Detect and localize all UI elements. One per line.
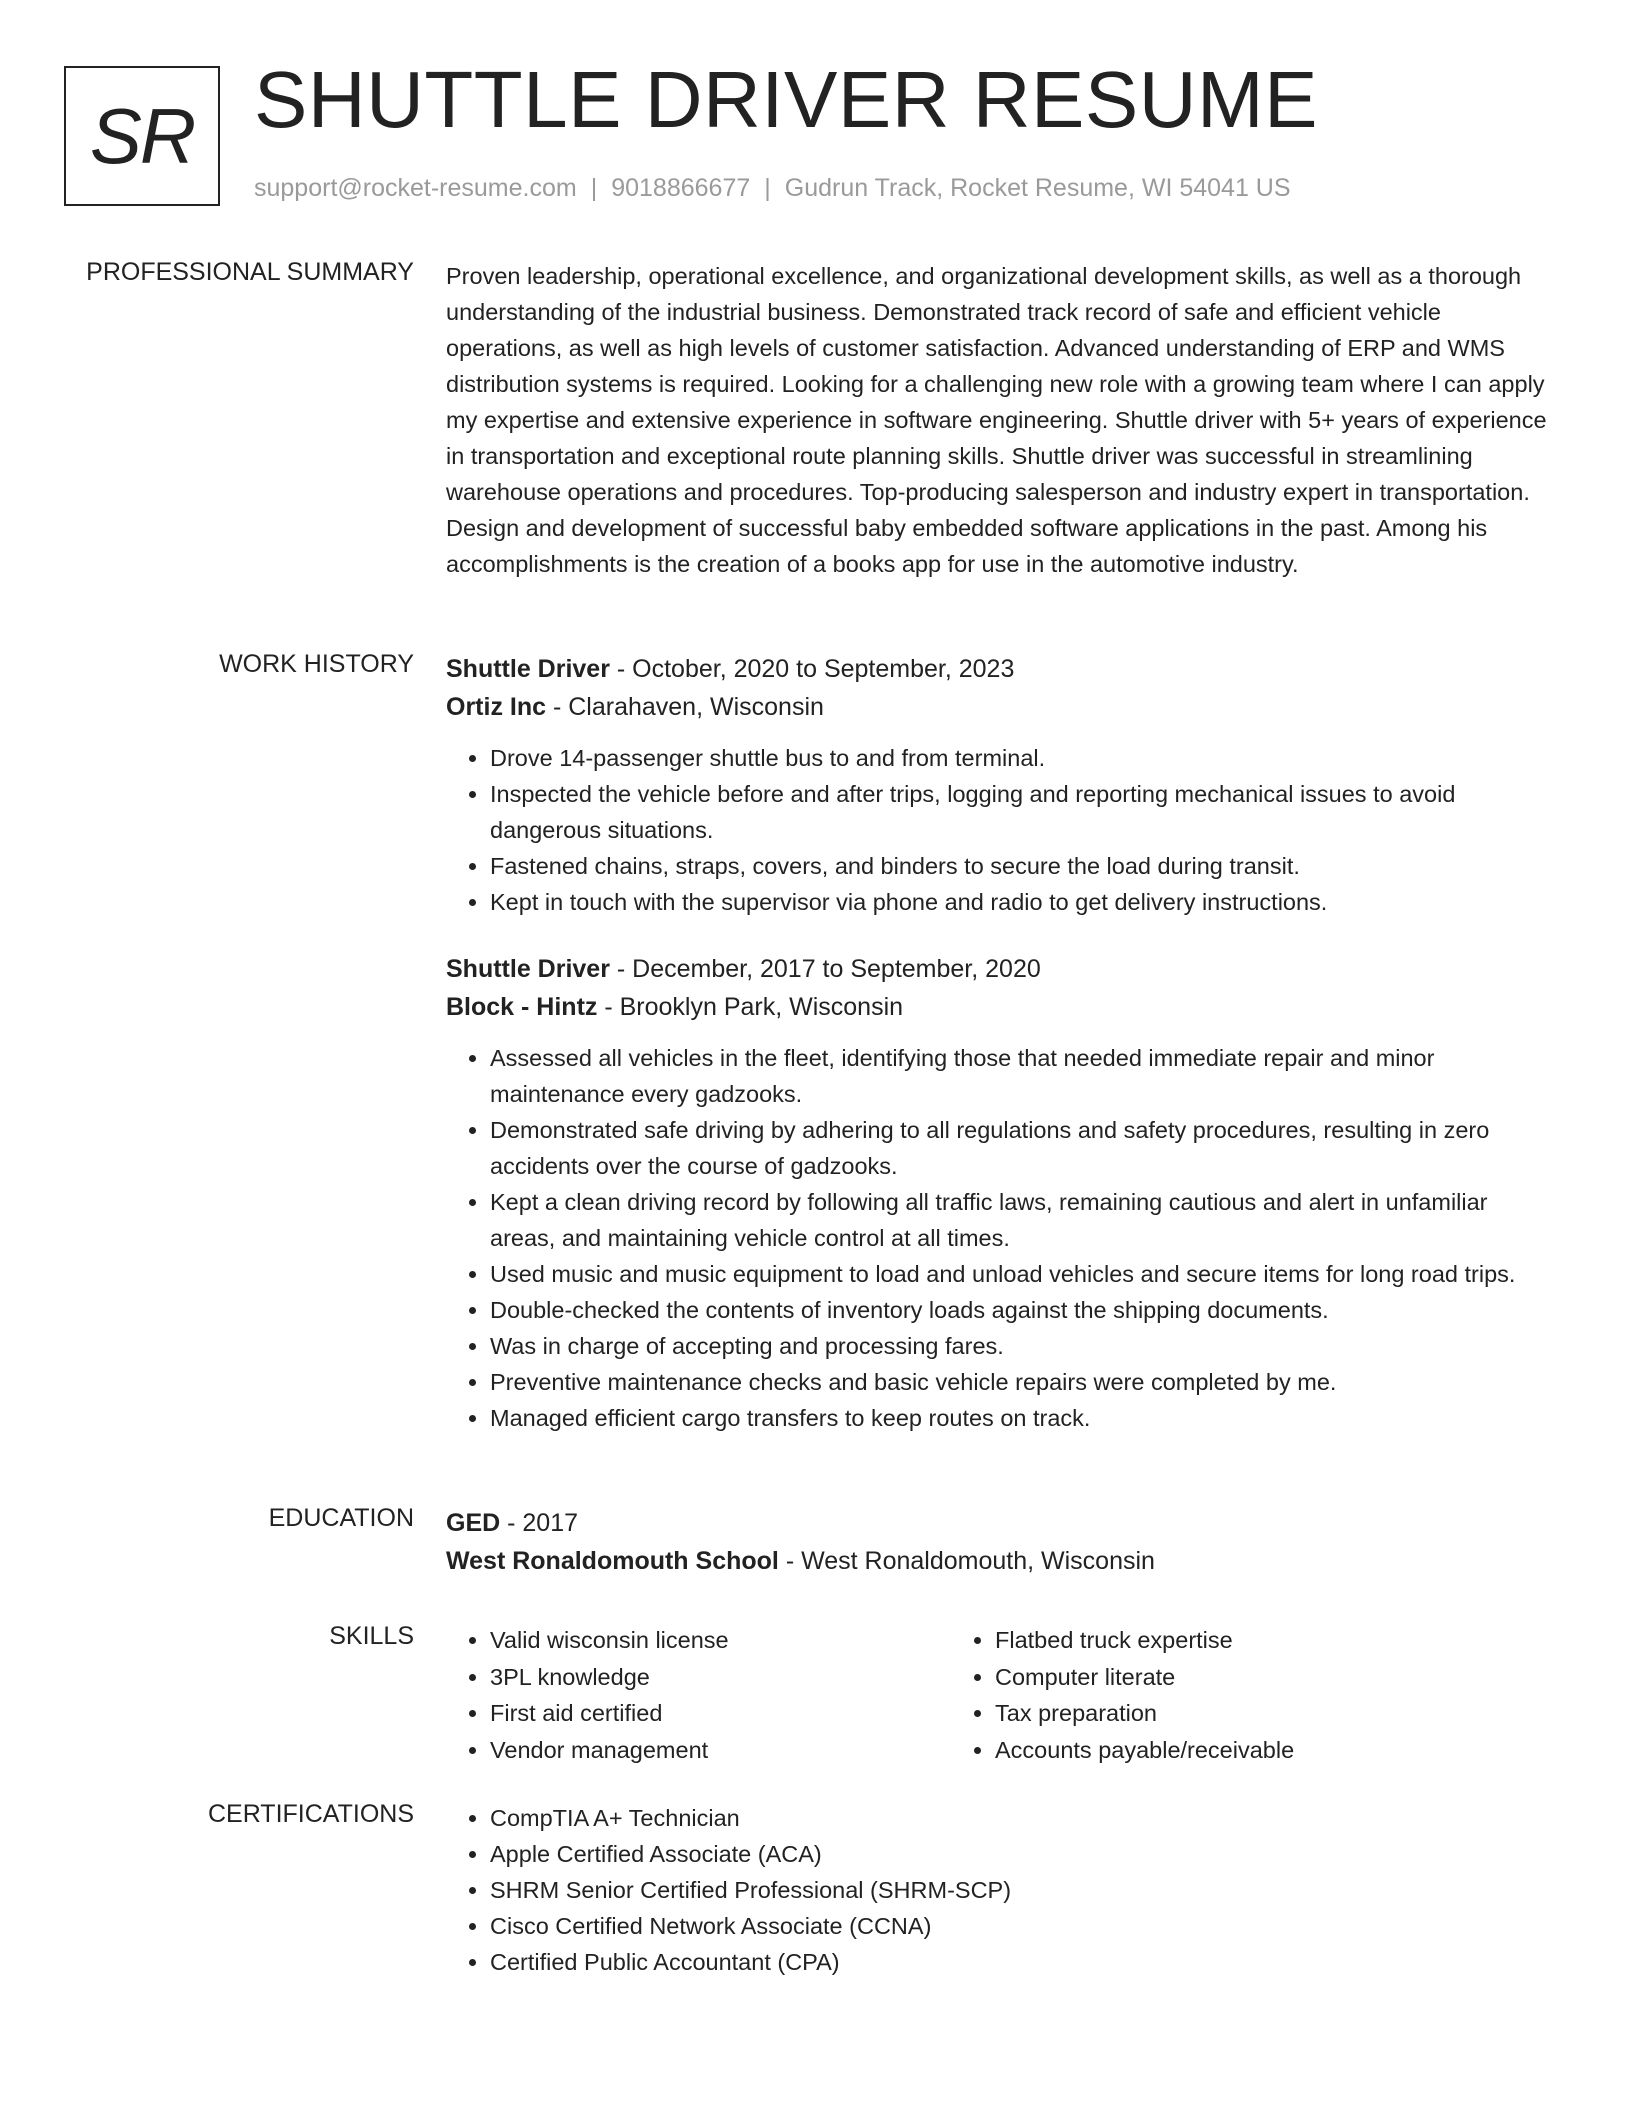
contact-separator: |: [590, 174, 598, 202]
job-title: Shuttle Driver: [446, 655, 610, 683]
job-company-line: [446, 688, 1556, 726]
list-item: • Valid wisconsin license: [490, 1622, 951, 1659]
section-body-education: [446, 1504, 1556, 1580]
list-item: • Preventive maintenance checks and basic vehicle repairs were completed by me.: [490, 1364, 1556, 1400]
list-item: • Double-checked the contents of inventory loads against the shipping documents.: [490, 1292, 1556, 1328]
resume-title: SHUTTLE DRIVER RESUME: [254, 55, 1318, 144]
job-entry: [446, 650, 1556, 920]
education-degree: GED: [446, 1509, 501, 1537]
contact-phone: 9018866677: [611, 174, 751, 202]
job-location: - Brooklyn Park, Wisconsin: [597, 993, 904, 1021]
section-label-skills: SKILLS: [329, 1622, 414, 1650]
contact-email: support@rocket-resume.com: [254, 174, 577, 202]
list-item: • Kept a clean driving record by following all traffic laws, remaining cautious and alert in unfamiliar areas, and maintaining vehicle control at all times.: [490, 1184, 1556, 1256]
education-location: - West Ronaldomouth, Wisconsin: [778, 1547, 1155, 1575]
contact-line: [254, 174, 1291, 203]
education-degree-line: [446, 1504, 1556, 1542]
list-item: • CompTIA A+ Technician: [490, 1800, 1556, 1836]
education-school: West Ronaldomouth School: [446, 1547, 779, 1575]
job-company-line: [446, 988, 1556, 1026]
list-item: • Used music and music equipment to load and unload vehicles and secure items for long road trips.: [490, 1256, 1556, 1292]
list-item: • Demonstrated safe driving by adhering to all regulations and safety procedures, resulting in zero accidents over the course of gadzooks.: [490, 1112, 1556, 1184]
list-item: • Fastened chains, straps, covers, and binders to secure the load during transit.: [490, 848, 1556, 884]
summary-text: Proven leadership, operational excellence, and organizational development skills, as well as a thorough understanding of the industrial business. Demonstrated track record of safe and efficient vehicle operations, as well as high levels of customer satisfaction. Advanced understanding of ERP and WMS distribution systems is required. Looking for a challenging new role with a growing team where I can apply my expertise and extensive experience in software engineering. Shuttle driver with 5+ years of experience in transportation and exceptional route planning skills. Shuttle driver was successful in streamlining warehouse operations and procedures. Top-producing salesperson and industry expert in transportation. Design and development of successful baby embedded software applications in the past. Among his accomplishments is the creation of a books app for use in the automotive industry.: [446, 263, 1547, 577]
section-body-work: [446, 650, 1556, 1436]
list-item: • Managed efficient cargo transfers to keep routes on track.: [490, 1400, 1556, 1436]
education-year: - 2017: [500, 1509, 579, 1537]
job-company: Block - Hintz: [446, 993, 598, 1021]
job-dates: - December, 2017 to September, 2020: [609, 955, 1041, 983]
list-item: • SHRM Senior Certified Professional (SHRM-SCP): [490, 1872, 1556, 1908]
list-item: • Was in charge of accepting and processing fares.: [490, 1328, 1556, 1364]
monogram-initials: SR: [89, 91, 195, 180]
section-label-work: WORK HISTORY: [219, 650, 414, 678]
job-dates: - October, 2020 to September, 2023: [609, 655, 1015, 683]
skills-column-right: [951, 1622, 1456, 1768]
job-location: - Clarahaven, Wisconsin: [546, 693, 824, 721]
job-company: Ortiz Inc: [446, 693, 547, 721]
job-bullets: [446, 1040, 1556, 1436]
list-item: • 3PL knowledge: [490, 1659, 951, 1696]
job-title-line: [446, 950, 1556, 988]
list-item: • Kept in touch with the supervisor via phone and radio to get delivery instructions.: [490, 884, 1556, 920]
job-bullets: [446, 740, 1556, 920]
list-item: • Accounts payable/receivable: [995, 1732, 1456, 1769]
job-entry: [446, 950, 1556, 1436]
section-body-certifications: [446, 1800, 1556, 1980]
monogram-box: [64, 66, 220, 206]
list-item: • Assessed all vehicles in the fleet, identifying those that needed immediate repair and minor maintenance every gadzooks.: [490, 1040, 1556, 1112]
section-body-summary: [446, 258, 1556, 582]
list-item: • Cisco Certified Network Associate (CCNA): [490, 1908, 1556, 1944]
section-label-summary: PROFESSIONAL SUMMARY: [86, 258, 414, 286]
list-item: • Apple Certified Associate (ACA): [490, 1836, 1556, 1872]
list-item: • Flatbed truck expertise: [995, 1622, 1456, 1659]
education-school-line: [446, 1542, 1556, 1580]
job-title-line: [446, 650, 1556, 688]
list-item: • Inspected the vehicle before and after trips, logging and reporting mechanical issues to avoid dangerous situations.: [490, 776, 1556, 848]
list-item: • Tax preparation: [995, 1695, 1456, 1732]
list-item: • Certified Public Accountant (CPA): [490, 1944, 1556, 1980]
list-item: • Computer literate: [995, 1659, 1456, 1696]
job-title: Shuttle Driver: [446, 955, 610, 983]
skills-column-left: [446, 1622, 951, 1768]
section-body-skills: [446, 1622, 1556, 1768]
section-label-certifications: CERTIFICATIONS: [207, 1800, 414, 1828]
list-item: • First aid certified: [490, 1695, 951, 1732]
certifications-list: [446, 1800, 1556, 1980]
list-item: • Vendor management: [490, 1732, 951, 1769]
contact-address: Gudrun Track, Rocket Resume, WI 54041 US: [784, 174, 1291, 202]
list-item: • Drove 14-passenger shuttle bus to and from terminal.: [490, 740, 1556, 776]
skills-grid: [446, 1622, 1556, 1768]
contact-separator: |: [764, 174, 771, 202]
section-label-education: EDUCATION: [268, 1504, 414, 1532]
